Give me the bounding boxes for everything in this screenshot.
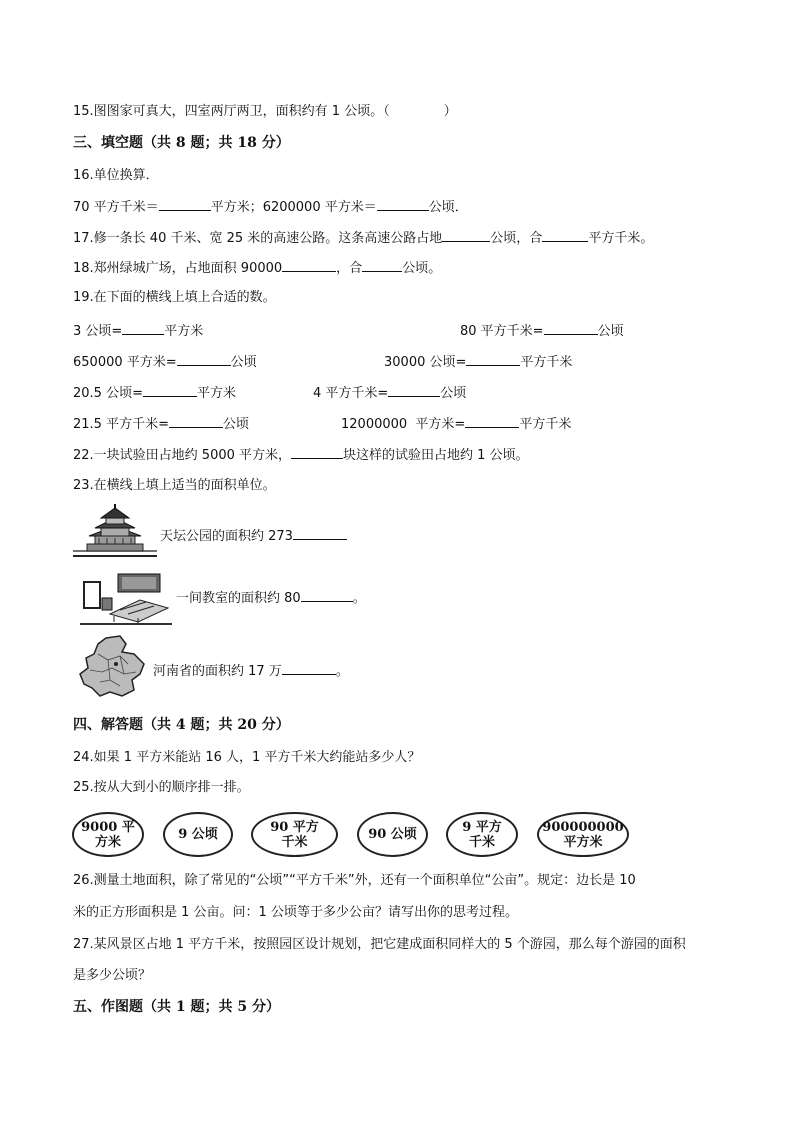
q17-mid: 公顷，合 (490, 231, 543, 246)
q19-r1b-prefix: 80 平方千米= (460, 324, 544, 339)
temple-of-heaven-image (73, 504, 157, 560)
answer-blank[interactable] (122, 322, 164, 335)
q20-a (73, 384, 236, 402)
q26-line2: 米的正方形面积是 1 公亩。问：1 公顷等于多少公亩？请写出你的思考过程。 (73, 905, 518, 920)
q20-a-suffix: 平方米 (196, 386, 236, 401)
q21-a (73, 415, 249, 433)
q16-line (73, 198, 468, 216)
q16-b-suffix: 公顷． (428, 200, 468, 215)
answer-blank[interactable] (388, 384, 440, 397)
q22-suffix: 块这样的试验田占地约 1 公顷。 (343, 448, 529, 463)
q25-oval-6: 900000000 平方米 (537, 812, 629, 857)
q18-mid: ，合 (336, 261, 363, 276)
q25-oval-4: 90 公顷 (357, 812, 428, 857)
answer-blank[interactable] (542, 229, 588, 242)
answer-blank[interactable] (177, 353, 231, 366)
q17-prefix: 17.修一条长 40 千米、宽 25 米的高速公路。这条高速公路占地 (73, 231, 443, 246)
section-4-heading: 四、解答题（共 4 题；共 20 分） (73, 717, 290, 733)
q21-a-prefix: 21.5 平方千米= (73, 417, 169, 432)
q18-line (73, 259, 441, 277)
q27-line2: 是多少公顷？ (73, 968, 152, 983)
q16-a-prefix: 70 平方千米＝ (73, 200, 159, 215)
q17-line (73, 229, 653, 247)
q20-a-prefix: 20.5 公顷= (73, 386, 143, 401)
q23-item2-text: 一间教室的面积约 80 (176, 591, 301, 606)
answer-blank[interactable] (362, 259, 402, 272)
q21-a-suffix: 公顷 (222, 417, 249, 432)
answer-blank[interactable] (442, 229, 490, 242)
q18-suffix: 公顷。 (402, 261, 442, 276)
answer-blank[interactable] (544, 322, 598, 335)
q23-item2 (176, 589, 366, 607)
answer-blank[interactable] (293, 527, 347, 540)
q23-item1 (160, 527, 347, 545)
q23-item3 (153, 662, 349, 680)
answer-blank[interactable] (301, 589, 353, 602)
q21-b-prefix: 12000000 平方米= (341, 417, 466, 432)
q26-line1: 26.测量土地面积，除了常见的“公顷”“平方千米”外，还有一个面积单位“公亩”。规定：边长是 10 (73, 873, 636, 888)
q19-r1a (73, 322, 203, 340)
q25-oval-5: 9 平方 千米 (446, 812, 518, 857)
q25-oval-3: 90 平方 千米 (251, 812, 338, 857)
q25-title: 25.按从大到小的顺序排一排。 (73, 780, 250, 795)
q23-item1-text: 天坛公园的面积约 273 (160, 529, 293, 544)
q19-title: 19.在下面的横线上填上合适的数。 (73, 290, 276, 305)
answer-blank[interactable] (159, 198, 211, 211)
q19-r2a-suffix: 公顷 (230, 355, 257, 370)
q20-b-suffix: 公顷 (440, 386, 467, 401)
q19-r2b (384, 353, 572, 371)
q25-oval-2: 9 公顷 (163, 812, 233, 857)
q19-r2a (73, 353, 257, 371)
q25-oval-1: 9000 平 方米 (72, 812, 144, 857)
q21-b-suffix: 平方千米 (519, 417, 572, 432)
q18-prefix: 18.郑州绿城广场，占地面积 90000 (73, 261, 283, 276)
q15-close: ） (443, 104, 457, 119)
q19-r2b-suffix: 平方千米 (520, 355, 573, 370)
q22-prefix: 22.一块试验田占地约 5000 平方米， (73, 448, 292, 463)
q15-line (73, 104, 457, 120)
q17-suffix: 平方千米。 (588, 231, 654, 246)
q23-title: 23.在横线上填上适当的面积单位。 (73, 478, 276, 493)
q19-r1a-suffix: 平方米 (164, 324, 204, 339)
q24-text: 24.如果 1 平方米能站 16 人，1 平方千米大约能站多少人？ (73, 750, 421, 765)
section-5-heading: 五、作图题（共 1 题；共 5 分） (73, 999, 280, 1015)
henan-province-map-image (76, 634, 148, 700)
q21-b (341, 415, 571, 433)
q23-item3-end: 。 (335, 664, 349, 679)
q23-item3-text: 河南省的面积约 17 万 (153, 664, 282, 679)
q27-line1: 27.某风景区占地 1 平方千米，按照园区设计规划，把它建成面积同样大的 5 个游园，那么每个游园的面积 (73, 937, 686, 952)
q19-r1b (460, 322, 624, 340)
q16-title: 16.单位换算． (73, 168, 159, 183)
q20-b (313, 384, 466, 402)
q15-text: 15.图图家可真大，四室两厅两卫，面积约有 1 公顷。（ (73, 104, 390, 119)
q22-line (73, 446, 529, 464)
answer-blank[interactable] (291, 446, 343, 459)
answer-blank[interactable] (466, 353, 520, 366)
q20-b-prefix: 4 平方千米= (313, 386, 389, 401)
answer-blank[interactable] (377, 198, 429, 211)
q19-r2b-prefix: 30000 公顷= (384, 355, 467, 370)
classroom-image (80, 568, 172, 626)
q19-r2a-prefix: 650000 平方米= (73, 355, 177, 370)
answer-blank[interactable] (282, 259, 336, 272)
q19-r1b-suffix: 公顷 (597, 324, 624, 339)
q23-item2-end: 。 (352, 591, 366, 606)
answer-blank[interactable] (143, 384, 197, 397)
answer-blank[interactable] (169, 415, 223, 428)
answer-blank[interactable] (465, 415, 519, 428)
answer-blank[interactable] (282, 662, 336, 675)
q16-a-suffix: 平方米；6200000 平方米＝ (210, 200, 377, 215)
section-3-heading: 三、填空题（共 8 题；共 18 分） (73, 135, 290, 151)
q19-r1a-prefix: 3 公顷= (73, 324, 123, 339)
